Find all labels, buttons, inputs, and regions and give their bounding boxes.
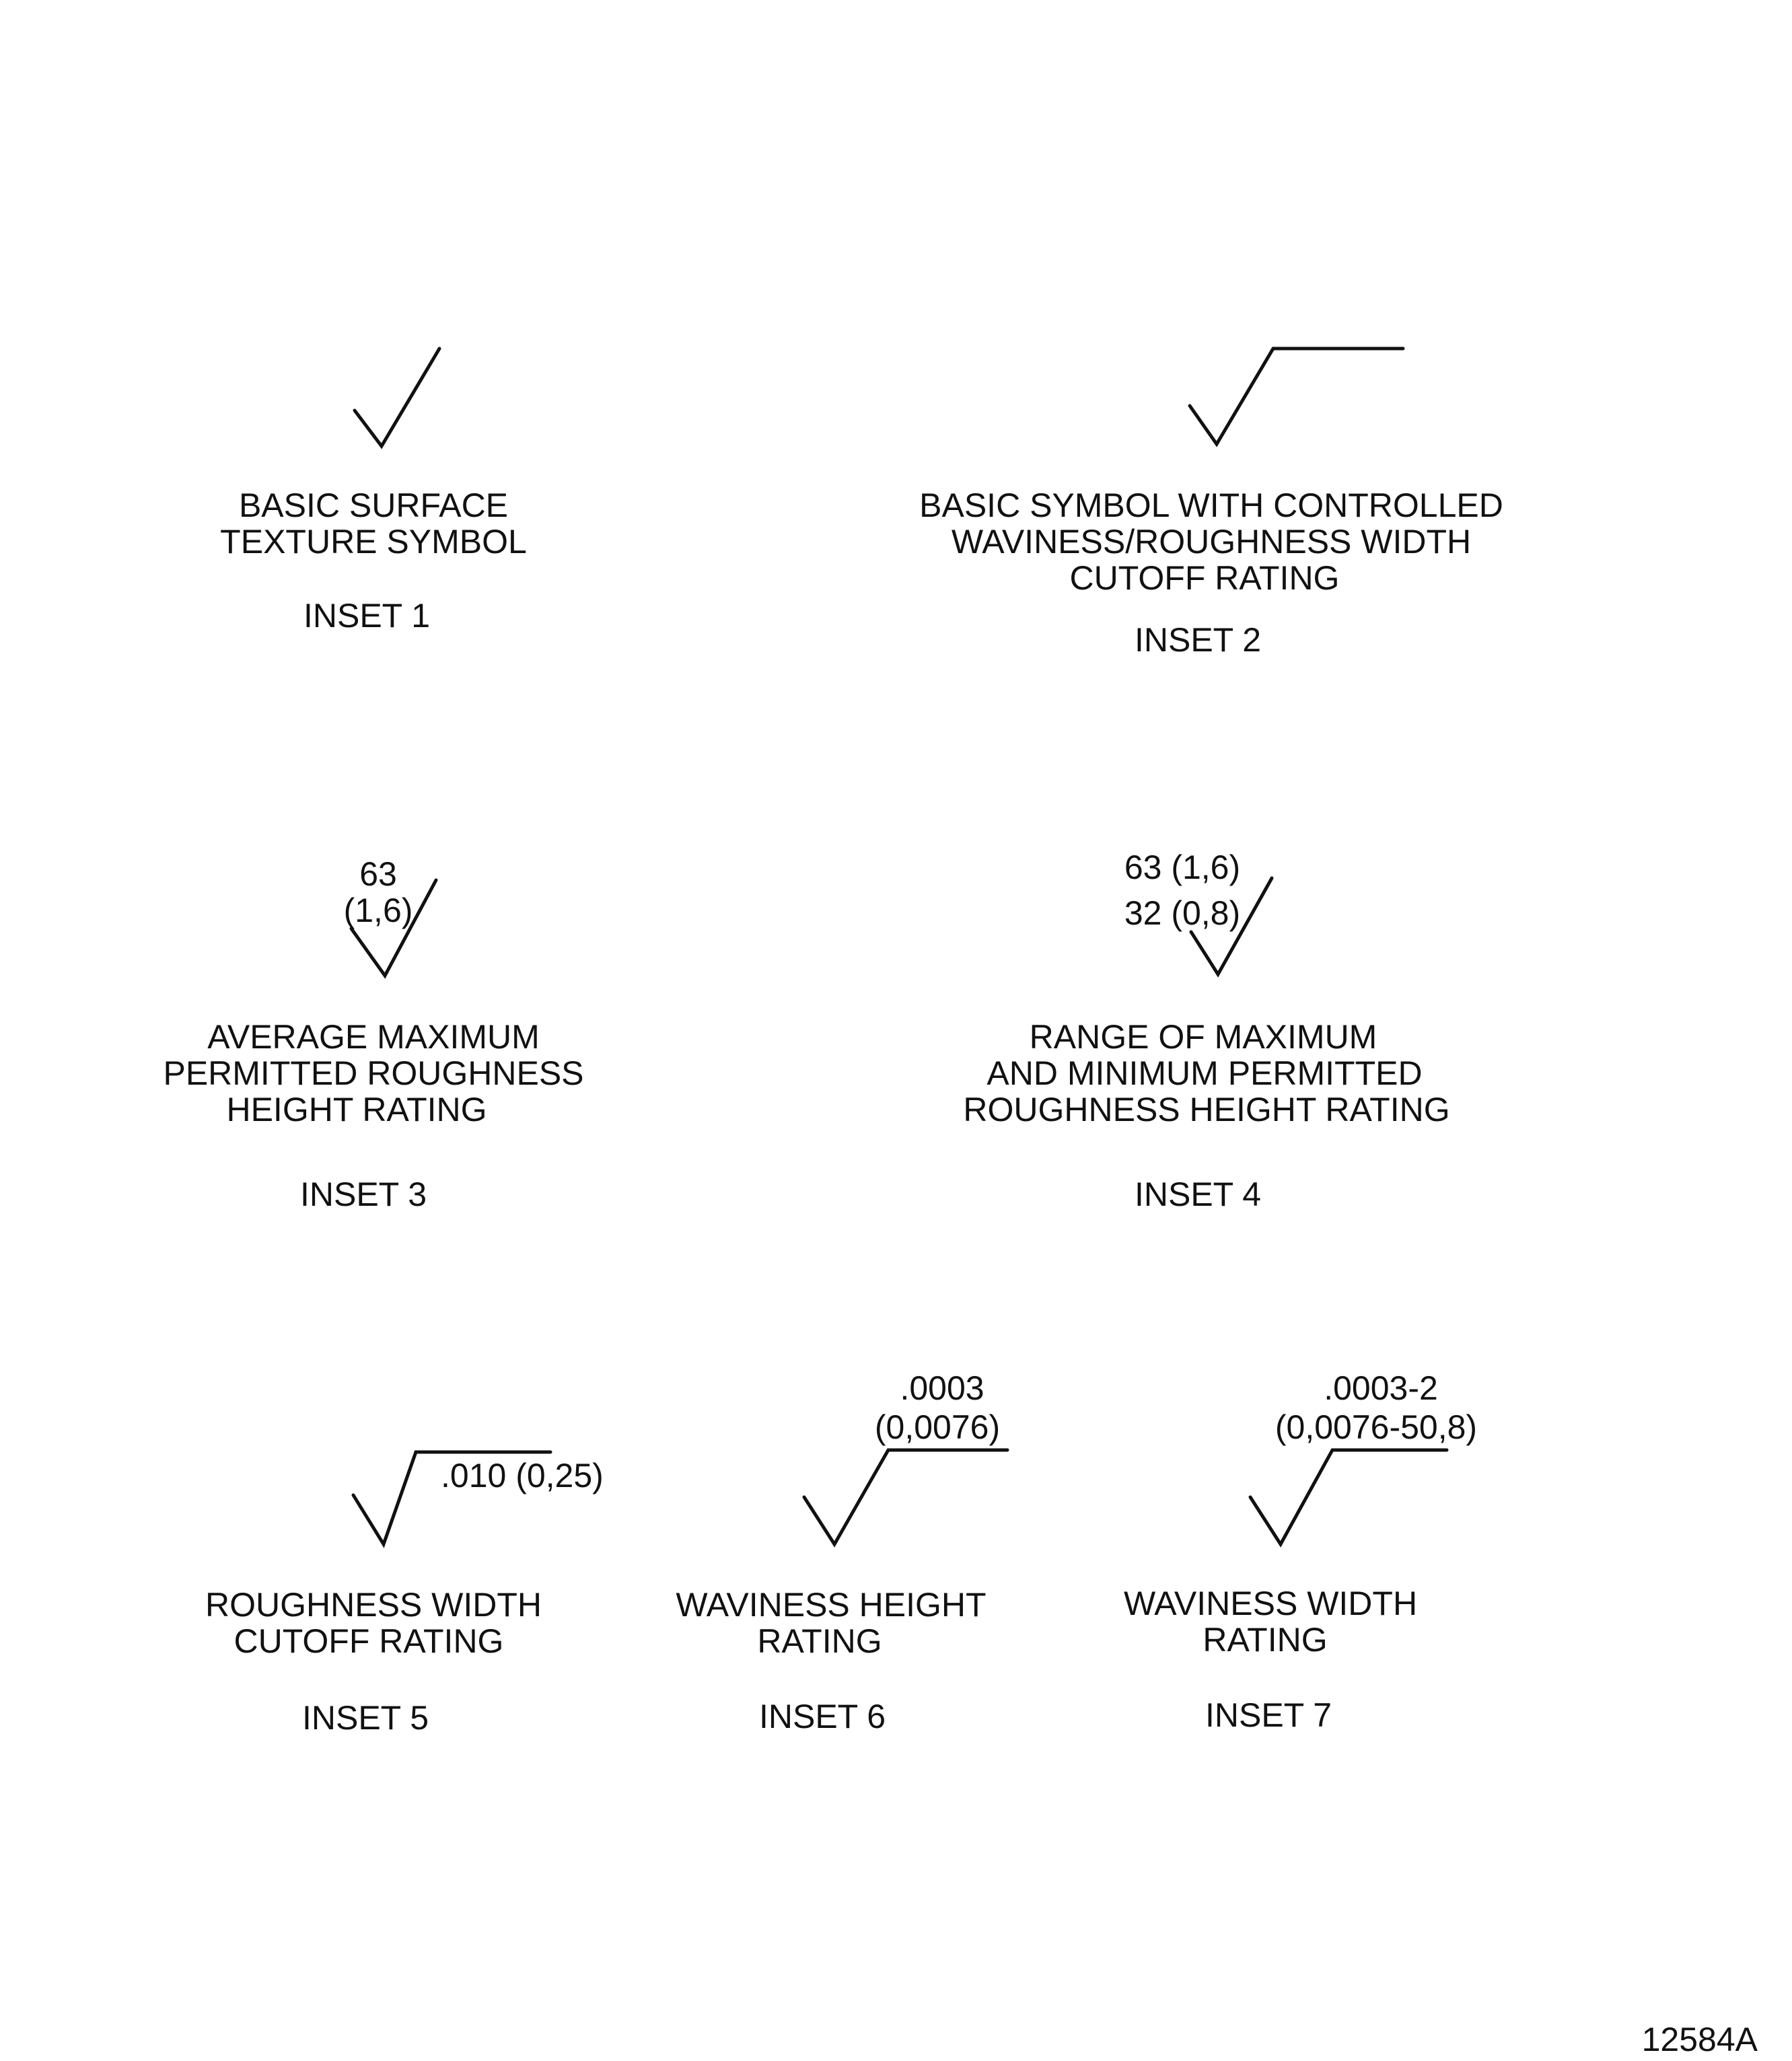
inset-5-caption-line-2: CUTOFF RATING <box>234 1622 504 1660</box>
inset-4-caption-line-2: AND MINIMUM PERMITTED <box>987 1054 1423 1092</box>
inset-3-value-1: 63 <box>359 855 397 893</box>
inset-5-value-1: .010 (0,25) <box>441 1457 604 1494</box>
inset-3-caption-line-2: PERMITTED ROUGHNESS <box>163 1054 584 1092</box>
waviness-height-symbol <box>804 1450 1007 1544</box>
inset-2-label: INSET 2 <box>1134 621 1262 659</box>
figure-id: 12584A <box>1641 2021 1758 2058</box>
inset-5 <box>205 1452 604 1737</box>
inset-6-caption-line-1: WAVINESS HEIGHT <box>676 1586 987 1624</box>
inset-2-caption-line-3: CUTOFF RATING <box>1069 559 1340 597</box>
inset-4-value-2: 32 (0,8) <box>1124 894 1241 932</box>
inset-7-label: INSET 7 <box>1205 1696 1332 1734</box>
inset-1 <box>220 349 527 635</box>
basic-surface-symbol <box>355 349 439 446</box>
inset-5-label: INSET 5 <box>301 1699 429 1737</box>
inset-6-value-1: .0003 <box>900 1369 984 1407</box>
inset-6-value-2: (0,0076) <box>874 1408 1001 1446</box>
inset-1-caption-line-2: TEXTURE SYMBOL <box>220 523 527 561</box>
inset-7-value-2: (0,0076-50,8) <box>1275 1408 1478 1446</box>
inset-5-caption-line-1: ROUGHNESS WIDTH <box>205 1586 542 1624</box>
inset-7 <box>1124 1369 1477 1734</box>
inset-6-label: INSET 6 <box>758 1698 886 1735</box>
inset-2-caption-line-1: BASIC SYMBOL WITH CONTROLLED <box>919 486 1503 524</box>
inset-3-label: INSET 3 <box>299 1176 427 1213</box>
inset-2 <box>919 349 1503 659</box>
inset-4-caption-line-1: RANGE OF MAXIMUM <box>1029 1018 1377 1056</box>
inset-7-caption-line-1: WAVINESS WIDTH <box>1123 1585 1418 1622</box>
inset-6-caption-line-2: RATING <box>757 1622 882 1660</box>
inset-3 <box>163 855 583 1213</box>
inset-4 <box>963 848 1449 1213</box>
inset-7-value-1: .0003-2 <box>1324 1369 1438 1407</box>
inset-3-value-2: (1,6) <box>343 892 413 929</box>
controlled-cutoff-symbol <box>1190 349 1403 444</box>
inset-4-label: INSET 4 <box>1134 1176 1262 1213</box>
inset-4-value-1: 63 (1,6) <box>1124 848 1241 886</box>
inset-1-caption-line-1: BASIC SURFACE <box>238 486 509 524</box>
inset-3-caption-line-1: AVERAGE MAXIMUM <box>207 1018 540 1056</box>
inset-7-caption-line-2: RATING <box>1203 1621 1328 1659</box>
inset-2-caption-line-2: WAVINESS/ROUGHNESS WIDTH <box>951 523 1472 561</box>
inset-3-caption-line-3: HEIGHT RATING <box>226 1091 487 1128</box>
inset-1-label: INSET 1 <box>303 597 431 635</box>
waviness-width-symbol <box>1250 1450 1447 1544</box>
inset-4-caption-line-3: ROUGHNESS HEIGHT RATING <box>963 1091 1450 1128</box>
inset-6 <box>676 1369 1007 1735</box>
